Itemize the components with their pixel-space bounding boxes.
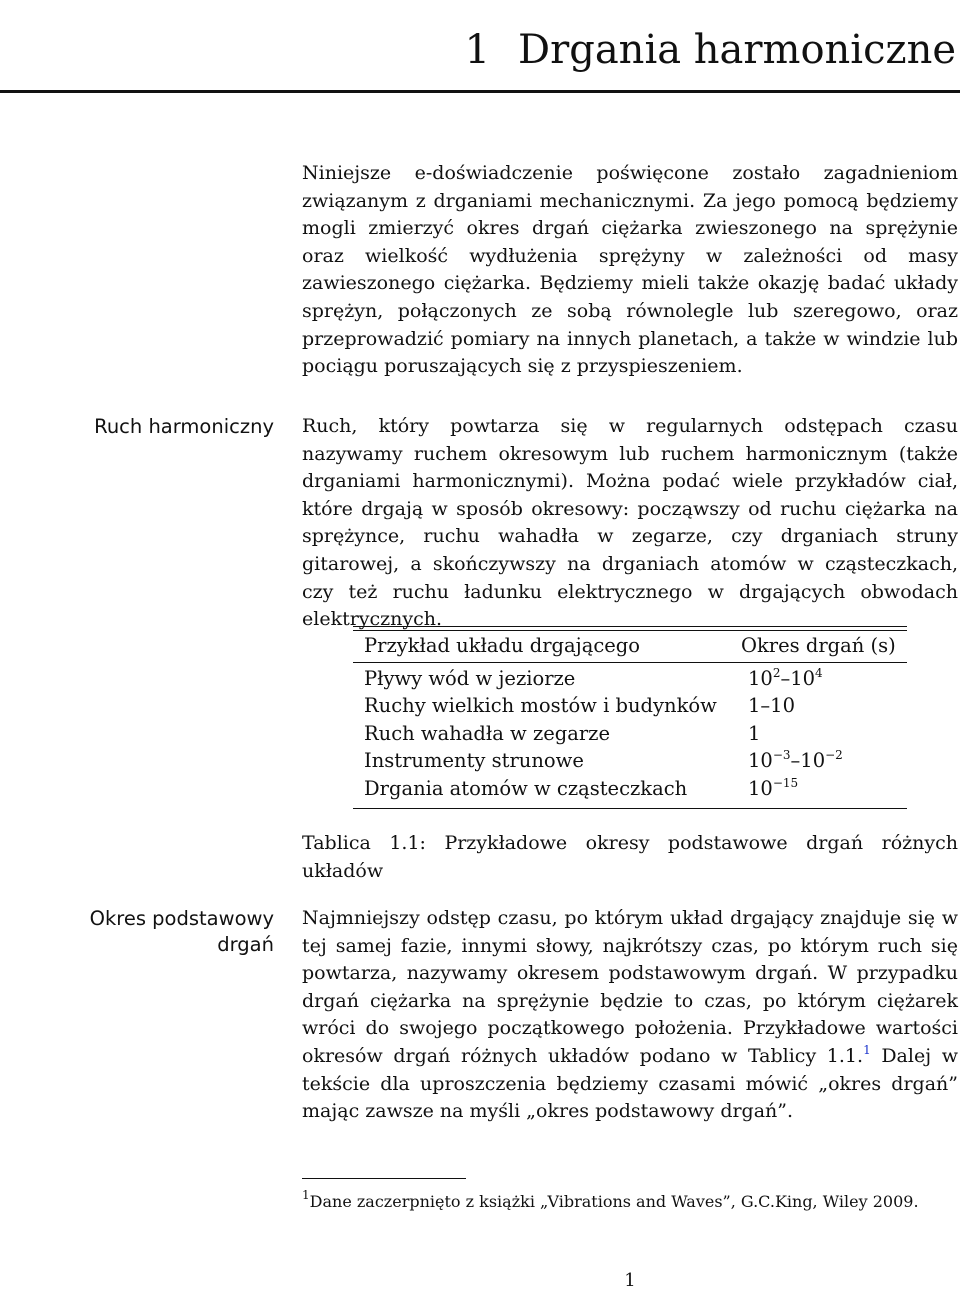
table-cell-label: Instrumenty strunowe [364, 749, 584, 772]
table-cell-value: 1 [748, 722, 761, 745]
chapter-number: 1 [464, 27, 491, 73]
footnote-link[interactable]: 1 [863, 1042, 871, 1057]
table-row [353, 775, 907, 803]
table-header-example: Przykład układu drgającego [364, 634, 641, 657]
table-row [353, 747, 907, 775]
table-row [353, 665, 907, 693]
page-number: 1 [624, 1270, 636, 1291]
table-cell-value: 1–10 [748, 694, 795, 717]
heading-rule [0, 90, 960, 93]
table-row [353, 720, 907, 748]
harmonic-motion-paragraph: Ruch, który powtarza się w regularnych odstępach czasu nazywamy ruchem okresowym lub ruchem harmonicznym (także drganiami harmonicznymi). Można podać wiele przykładów ciał, które drgają w sposób okresowy: począwszy od ruchu ciężarka na sprężynce, ruchu wahadła w zegarze, czy drganiach struny gitarowej, a skończywszy na drganiach atomów w cząsteczkach, czy też ruchu ładunku elektrycznego w drgających obwodach elektrycznych. [302, 415, 958, 631]
table-top-rule-double [353, 630, 907, 631]
table-cell-label: Ruch wahadła w zegarze [364, 722, 610, 745]
footnote-rule [302, 1178, 466, 1179]
intro-paragraph: Niniejsze e-doświadczenie poświęcone zostało zagadnieniom związanym z drganiami mechanicznymi. Za jego pomocą będziemy mogli zmierzyć okres drgań ciężarka zwieszonego na sprężynie oraz wielkość wydłużenia sprężyny w zależności od masy zawieszonego ciężarka. Będziemy mieli także okazję badać układy sprężyn, połączonych ze sobą równolegle lub szeregowo, oraz przeprowadzić pomiary na innych planetach, a także w windzie lub pociągu poruszających się z przyspieszeniem. [302, 162, 958, 378]
table-cell-label: Pływy wód w jeziorze [364, 667, 576, 690]
margin-note-harmonic-motion: Ruch harmoniczny [94, 415, 274, 438]
table-top-rule [353, 626, 907, 627]
footnote: $^1$Dane zaczerpnięto z książki „Vibrations and Waves”, G.C.King, Wiley 2009. [302, 1188, 919, 1211]
fundamental-period-paragraph: Najmniejszy odstęp czasu, po którym układ drgający znajduje się w tej samej fazie, innymi słowy, najkrótszy czas, po którym ruch się powtarza, nazywamy okresem podstawowym drgań. W przypadku drgań ciężarka na sprężynie będzie to czas, po którym ciężarek wróci do swojego początkowego położenia. Przykładowe wartości okresów drgań różnych układów podano w Tablicy 1.1.$^1$ Dalej w tekście dla uproszczenia będziemy czasami mówić „okres drgań” mając zawsze na myśli „okres podstawowy drgań”. [302, 907, 958, 1123]
table-caption: Tablica 1.1: Przykładowe okresy podstawowe drgań różnych układów [302, 832, 958, 882]
table-header-rule [353, 662, 907, 663]
table-cell-label: Ruchy wielkich mostów i budynków [364, 694, 717, 717]
table-cell-value: $10^{-15}$ [748, 776, 799, 800]
table-header-row [353, 632, 907, 660]
table-bottom-rule [353, 808, 907, 809]
margin-note-fundamental-period: Okres podstawowy drgań [89, 907, 274, 956]
table-cell-label: Drgania atomów w cząsteczkach [364, 777, 688, 800]
chapter-heading [0, 22, 960, 78]
table-header-period: Okres drgań (s) [741, 634, 896, 657]
table-cell-value: $10^2-10^4$ [748, 666, 823, 690]
table-cell-value: $10^{-3}-10^{-2}$ [748, 748, 843, 772]
table-row [353, 692, 907, 720]
chapter-title: Drgania harmoniczne [518, 27, 956, 73]
